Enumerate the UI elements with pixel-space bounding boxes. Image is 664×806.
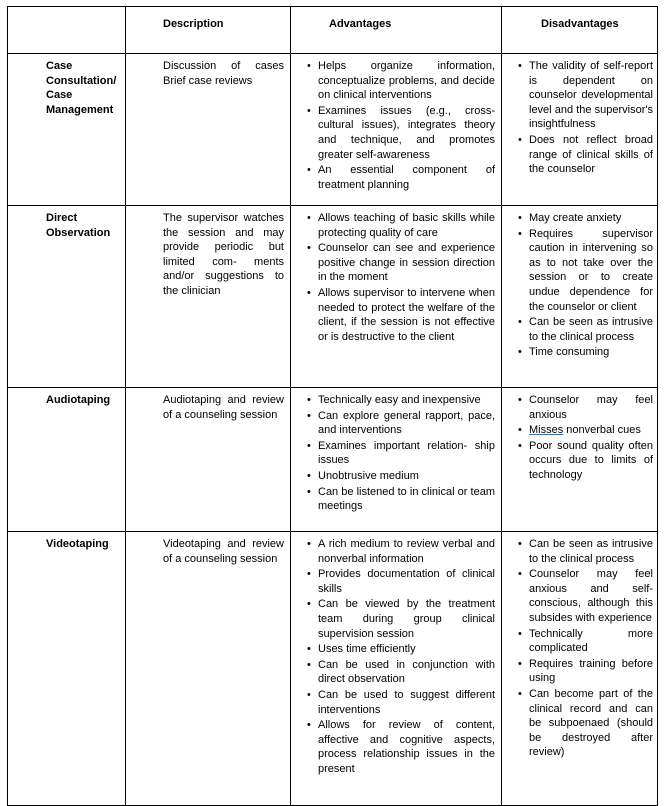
list-item: • Counselor may feel anxious	[518, 393, 653, 422]
method-cell: Audiotaping	[8, 388, 126, 532]
disadvantages-cell	[502, 206, 658, 388]
advantages-cell	[291, 388, 502, 532]
disadvantages-list	[518, 59, 653, 177]
list-item: • A rich medium to review verbal and nonverbal information	[307, 537, 495, 566]
list-item: • Can be used to suggest different interventions	[307, 688, 495, 717]
header-row	[8, 7, 658, 54]
list-item: • Does not reflect broad range of clinical skills of the counselor	[518, 133, 653, 177]
description-cell: Videotaping and review of a counseling session	[126, 532, 291, 806]
list-item: • Requires supervisor caution in intervening so as to not take over the session or to create undue dependence for the counselor or client	[518, 227, 653, 315]
description-cell: The supervisor watches the session and may provide periodic but limited com- ments and/or suggestions to the clinician	[126, 206, 291, 388]
advantages-list	[307, 211, 495, 344]
list-item: • Uses time efficiently	[307, 642, 495, 657]
list-item: • Misses nonverbal cues	[518, 423, 653, 438]
list-item: • Examines issues (e.g., cross-cultural issues), integrates theory and technique, and promotes greater self-awareness	[307, 104, 495, 162]
list-item: • Can be listened to in clinical or team meetings	[307, 485, 495, 514]
list-item: • The validity of self-report is dependent on counselor developmental level and the supervisor's insightfulness	[518, 59, 653, 132]
list-item: • Counselor may feel anxious and self-conscious, although this subsides with experience	[518, 567, 653, 625]
list-item: • Can become part of the clinical record and can be subpoenaed (should be destroyed after review)	[518, 687, 653, 760]
list-item: • Technically more complicated	[518, 627, 653, 656]
list-item: • Unobtrusive medium	[307, 469, 495, 484]
table-row	[8, 206, 658, 388]
disadvantages-list	[518, 393, 653, 483]
table-row	[8, 388, 658, 532]
list-item: • Allows supervisor to intervene when needed to protect the welfare of the client, if the session is not effective or is destructive to the client	[307, 286, 495, 344]
advantages-list	[307, 537, 495, 777]
list-item: • Poor sound quality often occurs due to limits of technology	[518, 439, 653, 483]
list-item: • Allows for review of content, affective and cognitive aspects, process relationship issues in the present	[307, 718, 495, 776]
method-cell: Videotaping	[8, 532, 126, 806]
advantages-cell	[291, 54, 502, 206]
header-method	[8, 7, 126, 54]
header-disadvantages: Disadvantages	[502, 7, 658, 54]
advantages-list	[307, 393, 495, 514]
advantages-cell	[291, 532, 502, 806]
list-item: • May create anxiety	[518, 211, 653, 226]
table-row	[8, 54, 658, 206]
advantages-cell	[291, 206, 502, 388]
description-cell: Audiotaping and review of a counseling session	[126, 388, 291, 532]
list-item: • Allows teaching of basic skills while protecting quality of care	[307, 211, 495, 240]
list-item: • Counselor can see and experience positive change in session direction in the moment	[307, 241, 495, 285]
list-item: • Helps organize information, conceptualize problems, and decide on clinical interventions	[307, 59, 495, 103]
list-item: • An essential component of treatment planning	[307, 163, 495, 192]
list-item: • Provides documentation of clinical skills	[307, 567, 495, 596]
list-item: • Can be used in conjunction with direct observation	[307, 658, 495, 687]
method-cell: Direct Observation	[8, 206, 126, 388]
list-item: • Can be viewed by the treatment team during group clinical supervision session	[307, 597, 495, 641]
disadvantages-cell	[502, 54, 658, 206]
advantages-list	[307, 59, 495, 192]
header-advantages: Advantages	[291, 7, 502, 54]
list-item: • Technically easy and inexpensive	[307, 393, 495, 408]
table-row	[8, 532, 658, 806]
method-cell: Case Consultation/ Case Management	[8, 54, 126, 206]
list-item: • Can be seen as intrusive to the clinical process	[518, 315, 653, 344]
list-item: • Can be seen as intrusive to the clinical process	[518, 537, 653, 566]
header-description: Description	[126, 7, 291, 54]
list-item: • Requires training before using	[518, 657, 653, 686]
disadvantages-cell	[502, 388, 658, 532]
disadvantages-list	[518, 537, 653, 760]
list-item: • Examines important relation- ship issues	[307, 439, 495, 468]
disadvantages-list	[518, 211, 653, 360]
list-item: • Can explore general rapport, pace, and interventions	[307, 409, 495, 438]
supervision-methods-table	[7, 6, 658, 806]
description-cell: Discussion of cases Brief case reviews	[126, 54, 291, 206]
list-item: • Time consuming	[518, 345, 653, 360]
disadvantages-cell	[502, 532, 658, 806]
